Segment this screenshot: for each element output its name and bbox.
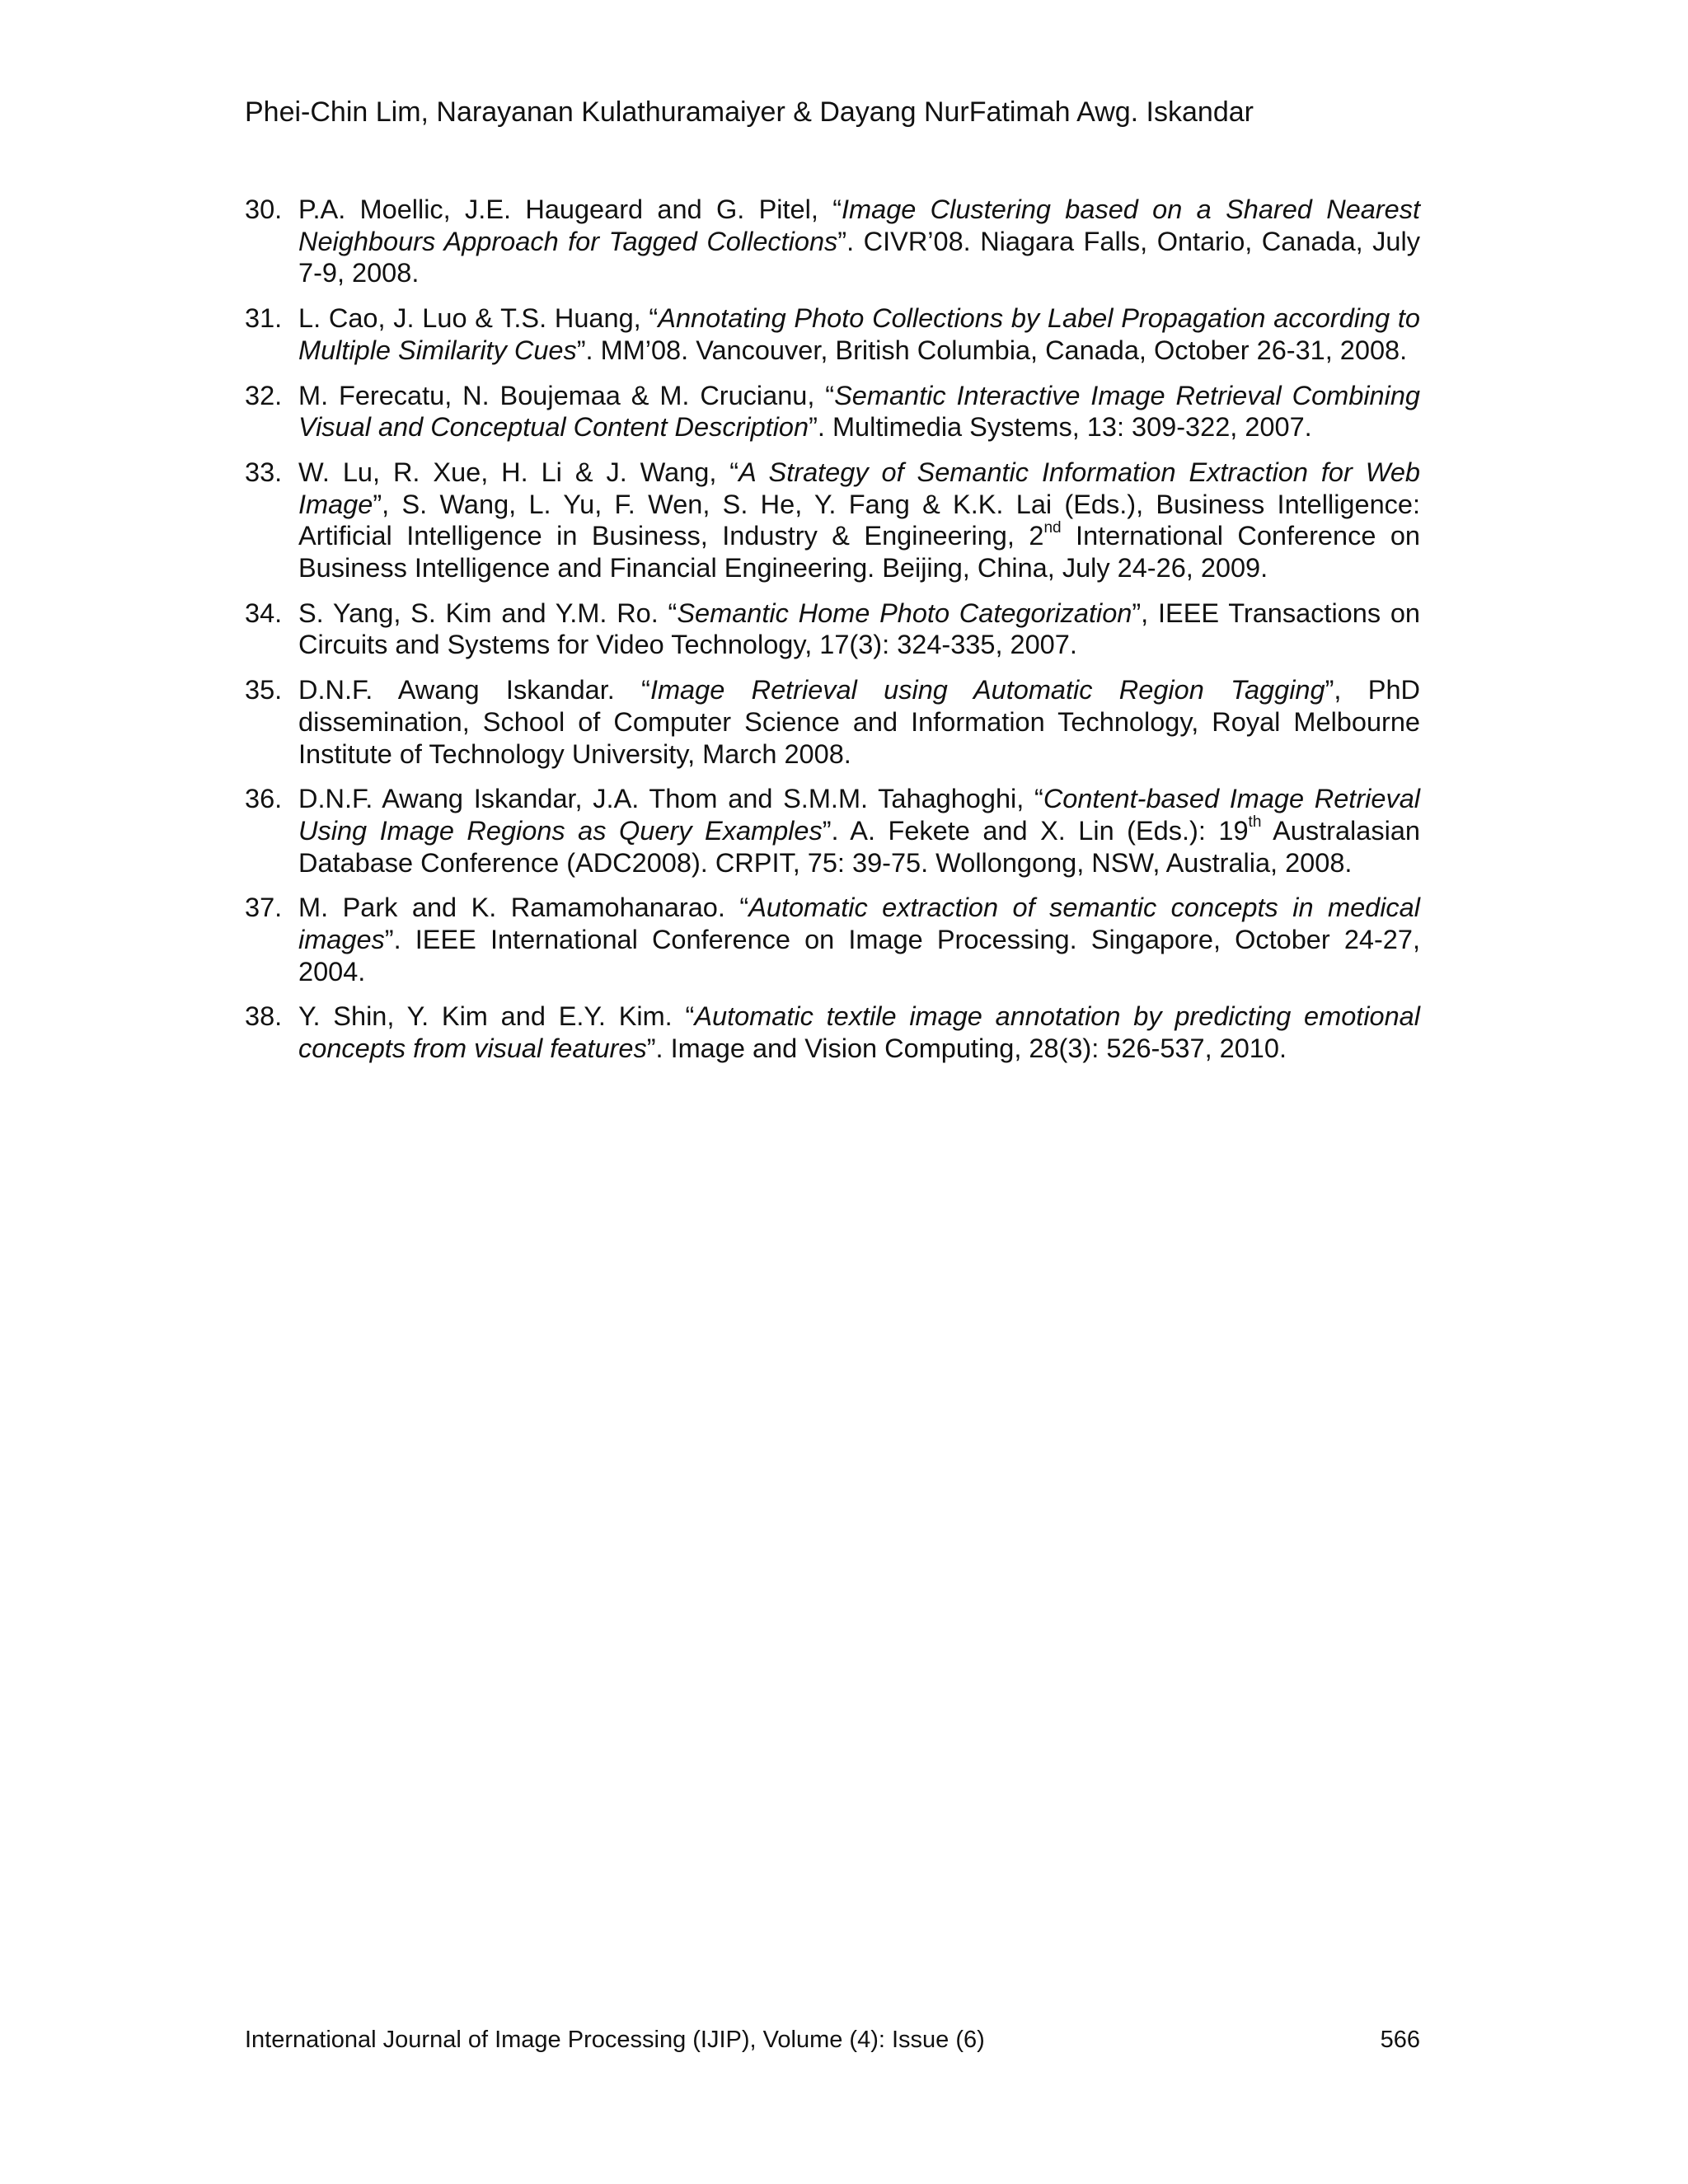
reference-segment: ”. IEEE International Conference on Image Processing. Singapore, October 24-27, 2004. xyxy=(298,925,1420,987)
reference-number: 32. xyxy=(245,380,283,410)
reference-text xyxy=(298,302,1420,366)
reference-text xyxy=(298,380,1420,443)
reference-title: Image Retrieval using Automatic Region Tagging xyxy=(649,675,1325,705)
reference-number: 38. xyxy=(245,1001,283,1032)
reference-item xyxy=(245,783,1420,879)
reference-list xyxy=(245,194,1420,1078)
reference-number: 35. xyxy=(245,675,283,705)
reference-segment: ”, IEEE Transactions on Circuits and Systems for Video Technology, 17(3): 324-335, 2007. xyxy=(298,598,1420,660)
reference-text xyxy=(298,783,1420,879)
reference-item xyxy=(245,674,1420,770)
reference-segment: ”. CIVR’08. Niagara Falls, Ontario, Canada, July 7-9, 2008. xyxy=(298,226,1420,288)
reference-number: 30. xyxy=(245,194,283,224)
reference-number: 34. xyxy=(245,598,283,628)
reference-text xyxy=(298,598,1420,661)
reference-item xyxy=(245,457,1420,584)
reference-title: A Strategy of Semantic Information Extraction for Web Image xyxy=(298,457,1420,519)
reference-title: Automatic extraction of semantic concepts in medical images xyxy=(298,893,1420,955)
reference-segment: W. Lu, R. Xue, H. Li & J. Wang, “ xyxy=(298,457,739,487)
reference-segment: ”, PhD dissemination, School of Computer Science and Information Technology, Royal Melbourne Institute of Technology University, March 2008. xyxy=(298,675,1420,769)
reference-segment: L. Cao, J. Luo & T.S. Huang, “ xyxy=(298,303,659,334)
reference-segment: D.N.F. Awang Iskandar. “ xyxy=(298,675,650,705)
reference-text xyxy=(298,674,1420,770)
reference-item xyxy=(245,1001,1420,1064)
reference-item xyxy=(245,892,1420,987)
reference-segment: International Conference on Business Intelligence and Financial Engineering. Beijing, China, July 24-26, 2009. xyxy=(298,521,1420,583)
reference-title: Content-based Image Retrieval Using Image Regions as Query Examples xyxy=(298,784,1421,846)
reference-segment: D.N.F. Awang Iskandar, J.A. Thom and S.M.M. Tahaghoghi, “ xyxy=(298,784,1043,814)
reference-segment: Y. Shin, Y. Kim and E.Y. Kim. “ xyxy=(298,1001,695,1032)
reference-title: Automatic textile image annotation by predicting emotional concepts from visual features xyxy=(298,1001,1420,1064)
reference-title: Annotating Photo Collections by Label Propagation according to Multiple Similarity Cues xyxy=(298,303,1420,365)
reference-segment: M. Ferecatu, N. Boujemaa & M. Crucianu, “ xyxy=(298,380,835,410)
reference-number: 36. xyxy=(245,784,283,814)
reference-segment: S. Yang, S. Kim and Y.M. Ro. “ xyxy=(298,598,678,628)
reference-item xyxy=(245,194,1420,289)
reference-segment: Australasian Database Conference (ADC2008). CRPIT, 75: 39-75. Wollongong, NSW, Australia, 2008. xyxy=(298,815,1420,878)
reference-segment: ”, S. Wang, L. Yu, F. Wen, S. He, Y. Fang & K.K. Lai (Eds.), Business Intelligence: Artificial Intelligence in Business, Industry & Engineering, 2 xyxy=(298,489,1420,551)
reference-segment: ”. MM’08. Vancouver, British Columbia, Canada, October 26-31, 2008. xyxy=(576,335,1408,365)
reference-text xyxy=(298,194,1420,289)
reference-item xyxy=(245,598,1420,661)
reference-segment: P.A. Moellic, J.E. Haugeard and G. Pitel, “ xyxy=(298,194,842,224)
reference-number: 33. xyxy=(245,457,283,487)
ordinal-suffix: th xyxy=(1248,813,1262,832)
reference-text xyxy=(298,457,1420,584)
reference-segment: ”. Multimedia Systems, 13: 309-322, 2007. xyxy=(809,412,1312,443)
reference-item xyxy=(245,380,1420,443)
footer-journal-title: International Journal of Image Processing (IJIP), Volume (4): Issue (6) xyxy=(245,2027,985,2053)
ordinal-suffix: nd xyxy=(1043,518,1062,537)
reference-number: 31. xyxy=(245,303,283,334)
reference-text xyxy=(298,892,1420,987)
reference-text xyxy=(298,1001,1420,1064)
reference-title: Image Clustering based on a Shared Nearest Neighbours Approach for Tagged Collections xyxy=(298,194,1420,256)
reference-number: 37. xyxy=(245,893,283,923)
reference-segment: M. Park and K. Ramamohanarao. “ xyxy=(298,893,749,923)
reference-segment: ”. A. Fekete and X. Lin (Eds.): 19 xyxy=(822,815,1249,846)
reference-segment: ”. Image and Vision Computing, 28(3): 526-537, 2010. xyxy=(646,1033,1287,1064)
reference-title: Semantic Interactive Image Retrieval Combining Visual and Conceptual Content Description xyxy=(298,380,1420,443)
reference-item xyxy=(245,302,1420,366)
reference-title: Semantic Home Photo Categorization xyxy=(677,598,1132,628)
footer-page-number: 566 xyxy=(1380,2027,1420,2053)
running-header-authors: Phei-Chin Lim, Narayanan Kulathuramaiyer & Dayang NurFatimah Awg. Iskandar xyxy=(245,96,1254,128)
